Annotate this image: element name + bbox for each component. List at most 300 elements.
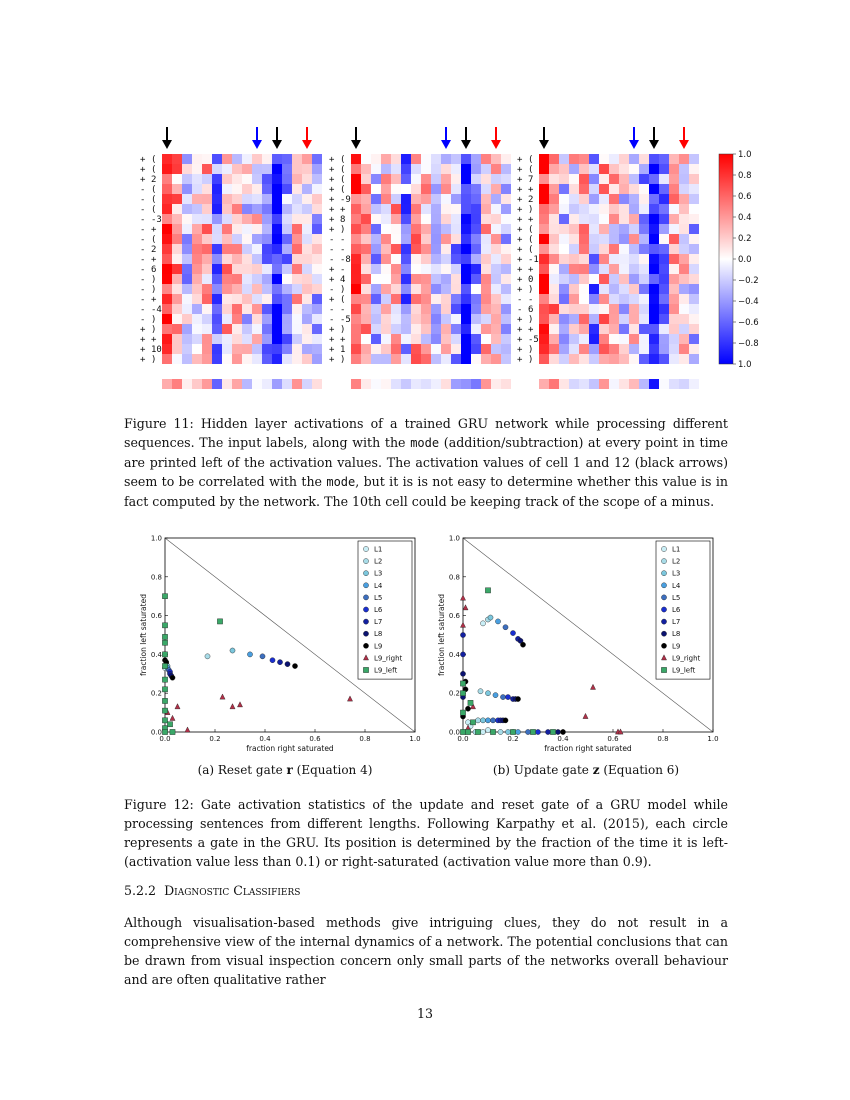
activation-cell: [569, 324, 579, 334]
activation-cell: [491, 174, 501, 184]
activation-cell: [302, 184, 312, 194]
activation-cell: [609, 174, 619, 184]
activation-cell: [629, 204, 639, 214]
summary-cell: [501, 379, 511, 389]
activation-cell: [569, 204, 579, 214]
activation-cell: [639, 184, 649, 194]
activation-cell: [411, 214, 421, 224]
activation-cell: [292, 294, 302, 304]
activation-cell: [501, 294, 511, 304]
activation-cell: [431, 294, 441, 304]
summary-cell: [639, 379, 649, 389]
activation-cell: [381, 194, 391, 204]
mode-label: -: [329, 255, 335, 265]
colorbar-tick-label: 0.6: [738, 192, 752, 202]
activation-cell: [212, 204, 222, 214]
activation-cell: [172, 194, 182, 204]
activation-cell: [381, 314, 391, 324]
activation-cell: [599, 184, 609, 194]
activation-cell: [431, 234, 441, 244]
input-label: ): [340, 325, 346, 335]
activation-cell: [361, 314, 371, 324]
activation-cell: [292, 234, 302, 244]
activation-cell: [351, 294, 361, 304]
activation-cell: [649, 204, 659, 214]
activation-cell: [381, 184, 391, 194]
data-point: [485, 727, 490, 732]
activation-cell: [242, 244, 252, 254]
data-point: [363, 667, 368, 672]
activation-cell: [471, 154, 481, 164]
activation-cell: [262, 334, 272, 344]
activation-cell: [292, 204, 302, 214]
activation-cell: [589, 224, 599, 234]
colorbar-tick-label: −0.2: [738, 276, 759, 286]
activation-cell: [361, 234, 371, 244]
activation-cell: [471, 184, 481, 194]
activation-cell: [242, 174, 252, 184]
activation-cell: [312, 354, 322, 364]
subcaption-b-prefix: (b) Update gate: [492, 763, 593, 777]
y-tick-label: 1.0: [150, 534, 162, 543]
activation-cell: [689, 204, 699, 214]
activation-cell: [182, 174, 192, 184]
mode-label: +: [140, 155, 146, 165]
activation-cell: [669, 214, 679, 224]
data-point: [363, 607, 368, 612]
activation-cell: [401, 284, 411, 294]
activation-cell: [471, 174, 481, 184]
data-point: [525, 729, 530, 734]
activation-cell: [441, 224, 451, 234]
input-label: +: [528, 265, 534, 275]
data-point: [465, 706, 470, 711]
activation-cell: [629, 154, 639, 164]
activation-cell: [451, 324, 461, 334]
mode-label: -: [329, 315, 335, 325]
input-label: (: [151, 195, 157, 205]
activation-cell: [431, 264, 441, 274]
activation-cell: [421, 344, 431, 354]
x-tick-label: 0.2: [507, 735, 519, 743]
activation-cell: [491, 234, 501, 244]
activation-cell: [351, 284, 361, 294]
activation-cell: [569, 174, 579, 184]
activation-cell: [391, 154, 401, 164]
mode-label: -: [140, 265, 146, 275]
activation-cell: [252, 164, 262, 174]
summary-cell: [579, 379, 589, 389]
data-point: [217, 619, 222, 624]
activation-cell: [302, 284, 312, 294]
activation-cell: [461, 334, 471, 344]
activation-cell: [441, 184, 451, 194]
activation-cell: [669, 164, 679, 174]
mode-label: +: [329, 195, 335, 205]
input-label: (: [340, 175, 346, 185]
activation-cell: [411, 344, 421, 354]
activation-cell: [579, 254, 589, 264]
activation-cell: [242, 334, 252, 344]
activation-cell: [282, 354, 292, 364]
activation-cell: [222, 154, 232, 164]
activation-cell: [461, 204, 471, 214]
activation-cell: [262, 224, 272, 234]
activation-cell: [312, 194, 322, 204]
activation-cell: [421, 214, 431, 224]
activation-cell: [649, 184, 659, 194]
input-label: ): [340, 355, 346, 365]
activation-cell: [262, 254, 272, 264]
activation-cell: [391, 214, 401, 224]
input-label: (: [340, 165, 346, 175]
activation-cell: [441, 334, 451, 344]
activation-cell: [292, 214, 302, 224]
input-label: +: [340, 205, 346, 215]
activation-cell: [629, 264, 639, 274]
mode-label: -: [140, 215, 146, 225]
activation-cell: [411, 314, 421, 324]
activation-cell: [212, 334, 222, 344]
activation-cell: [589, 164, 599, 174]
activation-cell: [599, 344, 609, 354]
activation-cell: [579, 334, 589, 344]
activation-cell: [609, 314, 619, 324]
data-point: [170, 675, 175, 680]
mode-label: +: [329, 335, 335, 345]
activation-cell: [461, 174, 471, 184]
activation-cell: [451, 234, 461, 244]
activation-cell: [481, 334, 491, 344]
arrow-icon: [162, 127, 172, 149]
activation-cell: [481, 304, 491, 314]
activation-cell: [569, 184, 579, 194]
colorbar-tick-label: 1.0: [738, 360, 752, 370]
activation-cell: [371, 154, 381, 164]
activation-cell: [411, 334, 421, 344]
input-label: ): [151, 325, 157, 335]
activation-cell: [292, 324, 302, 334]
data-point: [170, 729, 175, 734]
activation-cell: [599, 264, 609, 274]
activation-cell: [212, 314, 222, 324]
activation-cell: [252, 204, 262, 214]
mode-label: +: [329, 265, 335, 275]
activation-cell: [579, 344, 589, 354]
activation-cell: [292, 224, 302, 234]
legend-entry: L7: [672, 618, 681, 627]
activation-cell: [589, 294, 599, 304]
activation-cell: [599, 164, 609, 174]
mode-label: +: [517, 155, 523, 165]
activation-cell: [172, 344, 182, 354]
input-label: 10: [151, 345, 162, 355]
activation-cell: [272, 284, 282, 294]
data-point: [545, 729, 550, 734]
activation-cell: [579, 264, 589, 274]
activation-cell: [559, 304, 569, 314]
activation-cell: [679, 314, 689, 324]
activation-cell: [381, 284, 391, 294]
activation-cell: [539, 344, 549, 354]
activation-cell: [539, 224, 549, 234]
activation-cell: [162, 304, 172, 314]
input-label: (: [528, 245, 534, 255]
activation-cell: [312, 164, 322, 174]
activation-cell: [172, 304, 182, 314]
activation-cell: [401, 244, 411, 254]
activation-cell: [411, 174, 421, 184]
activation-cell: [539, 244, 549, 254]
activation-cell: [559, 194, 569, 204]
x-tick-label: 0.8: [359, 735, 371, 743]
activation-cell: [381, 204, 391, 214]
figure-11-mode-code-1: mode: [410, 436, 440, 450]
activation-cell: [491, 304, 501, 314]
activation-cell: [589, 354, 599, 364]
legend-entry: L6: [374, 606, 383, 614]
mode-label: +: [140, 345, 146, 355]
activation-cell: [411, 354, 421, 364]
activation-cell: [619, 344, 629, 354]
activation-cell: [491, 264, 501, 274]
activation-cell: [411, 224, 421, 234]
activation-cell: [539, 164, 549, 174]
activation-cell: [312, 274, 322, 284]
input-label: -: [340, 305, 346, 315]
activation-cell: [431, 214, 441, 224]
activation-cell: [272, 164, 282, 174]
activation-cell: [619, 214, 629, 224]
activation-cell: [471, 264, 481, 274]
activation-cell: [461, 324, 471, 334]
activation-cell: [421, 234, 431, 244]
input-label: 7: [528, 175, 534, 185]
activation-cell: [202, 224, 212, 234]
activation-cell: [232, 174, 242, 184]
activation-cell: [391, 194, 401, 204]
activation-cell: [212, 254, 222, 264]
legend-entry: L1: [374, 545, 383, 554]
activation-cell: [579, 314, 589, 324]
activation-cell: [559, 244, 569, 254]
activation-cell: [579, 224, 589, 234]
activation-cell: [481, 284, 491, 294]
x-tick-label: 0.4: [557, 735, 569, 743]
activation-cell: [451, 344, 461, 354]
x-tick-label: 0.2: [209, 735, 221, 743]
activation-cell: [162, 254, 172, 264]
arrow-icon: [302, 127, 312, 149]
mode-label: -: [140, 255, 146, 265]
activation-cell: [639, 224, 649, 234]
activation-cell: [232, 264, 242, 274]
activation-cell: [569, 234, 579, 244]
activation-cell: [282, 254, 292, 264]
activation-cell: [619, 294, 629, 304]
mode-label: -: [140, 295, 146, 305]
activation-cell: [579, 354, 589, 364]
activation-cell: [252, 254, 262, 264]
mode-label: -: [140, 275, 146, 285]
activation-cell: [272, 274, 282, 284]
activation-cell: [282, 244, 292, 254]
activation-cell: [371, 224, 381, 234]
mode-label: +: [517, 275, 523, 285]
activation-cell: [649, 154, 659, 164]
legend-entry: L9_left: [672, 666, 696, 675]
activation-cell: [471, 324, 481, 334]
mode-label: +: [140, 325, 146, 335]
activation-cell: [679, 154, 689, 164]
activation-cell: [182, 334, 192, 344]
activation-cell: [421, 284, 431, 294]
activation-cell: [232, 314, 242, 324]
input-label: +: [151, 255, 157, 265]
activation-cell: [599, 224, 609, 234]
activation-cell: [272, 324, 282, 334]
activation-cell: [272, 224, 282, 234]
summary-cell: [242, 379, 252, 389]
y-tick-label: 1.0: [448, 534, 460, 543]
activation-cell: [689, 324, 699, 334]
mode-label: +: [140, 335, 146, 345]
activation-cell: [192, 174, 202, 184]
figure-11-label: Figure 11:: [124, 416, 194, 431]
activation-cell: [649, 344, 659, 354]
activation-cell: [272, 244, 282, 254]
input-label: +: [151, 225, 157, 235]
activation-cell: [222, 234, 232, 244]
activation-cell: [302, 274, 312, 284]
activation-cell: [609, 214, 619, 224]
activation-cell: [242, 304, 252, 314]
activation-cell: [391, 274, 401, 284]
activation-cell: [292, 184, 302, 194]
activation-cell: [252, 284, 262, 294]
activation-cell: [401, 324, 411, 334]
activation-cell: [579, 324, 589, 334]
activation-cell: [451, 314, 461, 324]
x-tick-label: 0.8: [657, 735, 669, 743]
activation-cell: [579, 194, 589, 204]
activation-cell: [421, 314, 431, 324]
data-point: [500, 694, 505, 699]
activation-cell: [649, 234, 659, 244]
activation-cell: [549, 274, 559, 284]
activation-cell: [212, 244, 222, 254]
mode-label: +: [517, 215, 523, 225]
activation-cell: [649, 224, 659, 234]
activation-cell: [629, 194, 639, 204]
summary-cell: [589, 379, 599, 389]
activation-cell: [569, 304, 579, 314]
y-axis-label: fraction left saturated: [437, 594, 446, 676]
mode-label: +: [517, 235, 523, 245]
activation-cell: [262, 354, 272, 364]
mode-label: -: [140, 235, 146, 245]
activation-cell: [659, 244, 669, 254]
activation-cell: [202, 234, 212, 244]
activation-cell: [351, 254, 361, 264]
activation-cell: [431, 284, 441, 294]
y-tick-label: 0.6: [448, 612, 460, 621]
activation-cell: [202, 264, 212, 274]
activation-cell: [619, 354, 629, 364]
activation-cell: [441, 314, 451, 324]
activation-cell: [559, 164, 569, 174]
activation-cell: [589, 194, 599, 204]
activation-cell: [222, 304, 232, 314]
activation-cell: [401, 214, 411, 224]
activation-cell: [669, 224, 679, 234]
activation-cell: [689, 344, 699, 354]
data-point: [520, 642, 525, 647]
activation-cell: [569, 194, 579, 204]
activation-cell: [292, 314, 302, 324]
activation-cell: [619, 194, 629, 204]
activation-cell: [451, 204, 461, 214]
section-number: 5.2.2: [124, 883, 157, 898]
activation-cell: [609, 184, 619, 194]
data-point: [470, 720, 475, 725]
activation-cell: [599, 174, 609, 184]
arrow-icon: [252, 127, 262, 149]
data-point: [510, 630, 515, 635]
mode-label: +: [517, 355, 523, 365]
mode-label: -: [517, 305, 523, 315]
activation-cell: [252, 314, 262, 324]
activation-cell: [292, 244, 302, 254]
activation-cell: [182, 224, 192, 234]
activation-cell: [491, 354, 501, 364]
input-label: (: [340, 295, 346, 305]
activation-cell: [679, 354, 689, 364]
activation-cell: [609, 244, 619, 254]
activation-cell: [679, 264, 689, 274]
activation-cell: [312, 324, 322, 334]
activation-cell: [292, 334, 302, 344]
activation-cell: [431, 184, 441, 194]
activation-cell: [669, 284, 679, 294]
input-label: ): [151, 355, 157, 365]
activation-cell: [391, 184, 401, 194]
activation-cell: [381, 154, 391, 164]
data-point: [162, 708, 167, 713]
activation-cell: [252, 294, 262, 304]
mode-label: +: [517, 245, 523, 255]
x-tick-label: 1.0: [409, 735, 421, 743]
activation-cell: [501, 214, 511, 224]
legend-entry: L9: [374, 642, 383, 651]
summary-cell: [202, 379, 212, 389]
activation-cell: [371, 344, 381, 354]
activation-cell: [559, 344, 569, 354]
activation-cell: [599, 154, 609, 164]
summary-cell: [272, 379, 282, 389]
activation-cell: [242, 184, 252, 194]
activation-cell: [441, 294, 451, 304]
activation-cell: [361, 164, 371, 174]
activation-cell: [232, 224, 242, 234]
activation-cell: [619, 314, 629, 324]
activation-cell: [539, 274, 549, 284]
activation-cell: [659, 194, 669, 204]
colorbar-tick-label: 1.0: [738, 150, 752, 160]
activation-cell: [471, 354, 481, 364]
activation-cell: [391, 224, 401, 234]
activation-cell: [262, 214, 272, 224]
